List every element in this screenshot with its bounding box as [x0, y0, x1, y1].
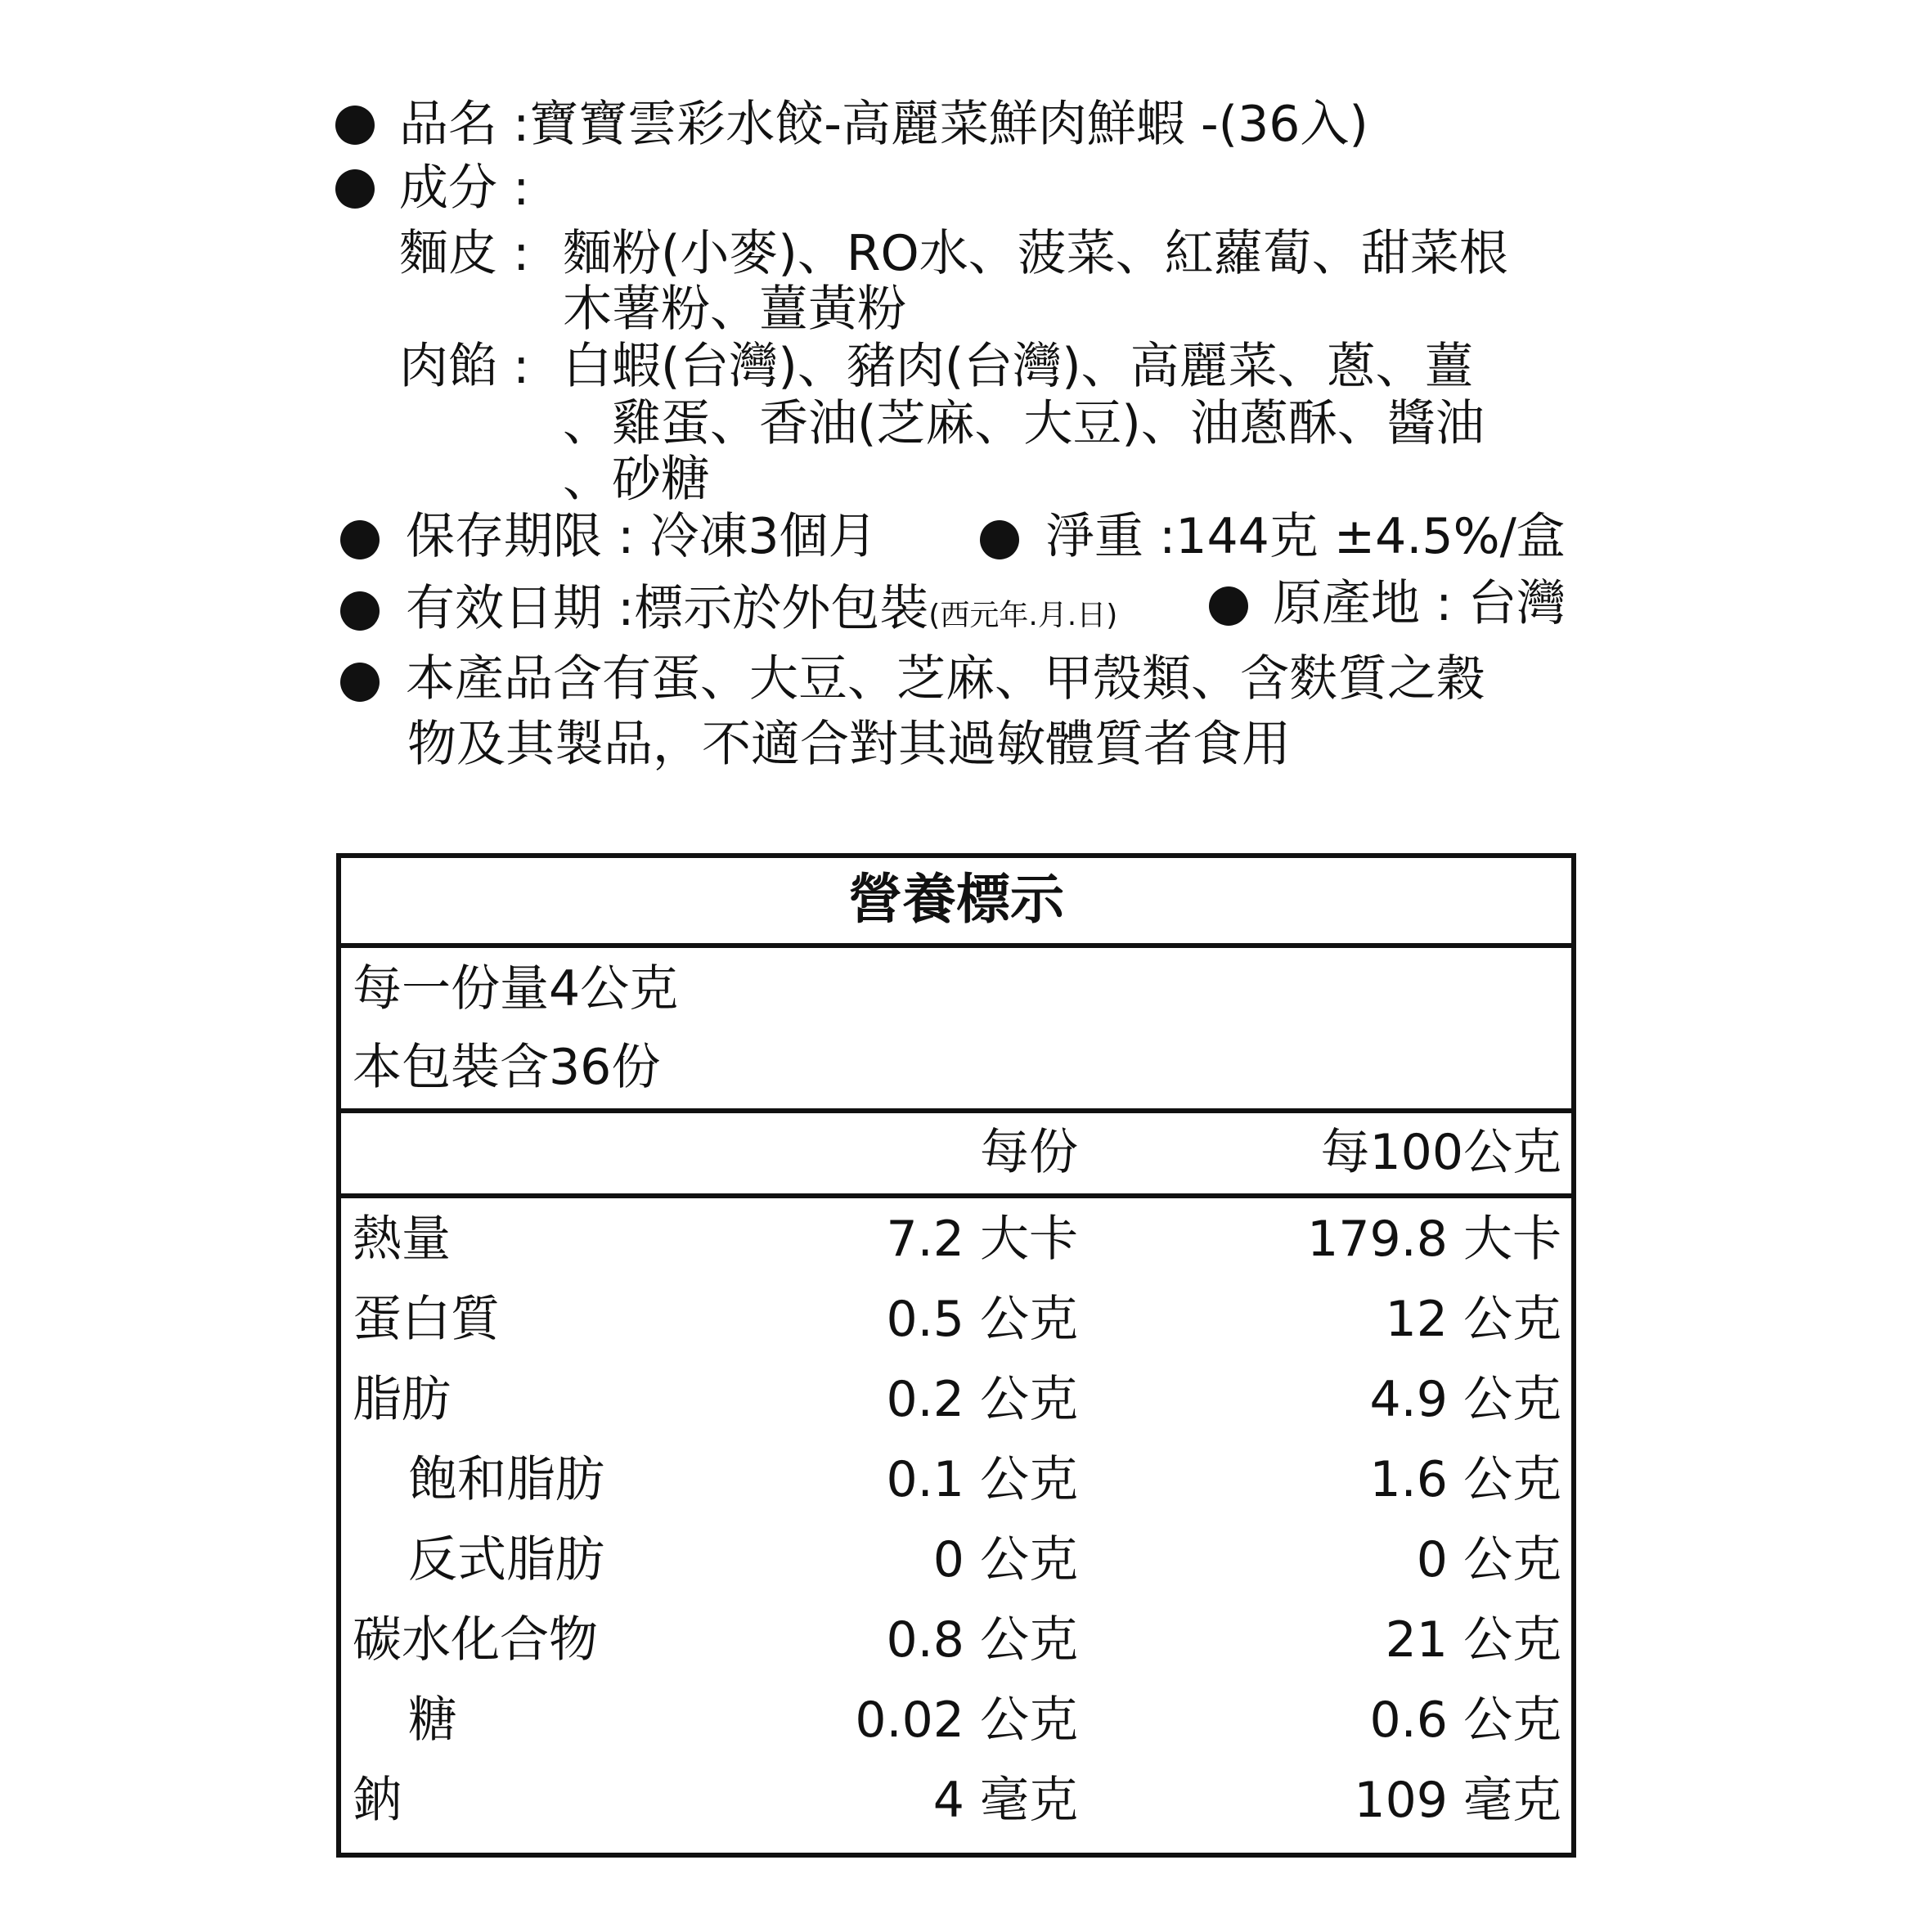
- origin: 原產地 : 台灣: [1273, 575, 1566, 632]
- ingredients-label: 成分 :: [399, 160, 530, 217]
- nutrient-name: 糖: [408, 1692, 457, 1749]
- value-per-serving: 7.2 大卡: [886, 1211, 1078, 1268]
- divider: [341, 943, 1571, 948]
- value-per-100g: 12 公克: [1385, 1291, 1561, 1348]
- expiry-date: [406, 580, 1118, 637]
- column-header-per-serving: 每份: [980, 1124, 1078, 1181]
- nutrient-row-carbohydrate: [341, 1599, 1571, 1679]
- expiry-format-note: (西元年.月.日): [928, 599, 1118, 632]
- value-per-serving: 0.5 公克: [886, 1291, 1078, 1348]
- wrapper-ingredients-line-1: 麵粉(小麥)、RO水、菠菜、紅蘿蔔、甜菜根: [563, 225, 1508, 282]
- value-per-serving: 0.02 公克: [855, 1692, 1078, 1749]
- value-per-100g: 4.9 公克: [1369, 1371, 1561, 1428]
- bullet-icon: [340, 591, 380, 631]
- value-per-serving: 4 毫克: [932, 1772, 1078, 1829]
- expiry-text: 有效日期 :標示於外包裝: [406, 580, 929, 637]
- nutrition-title: 營養標示: [848, 868, 1064, 931]
- nutrient-name: 鈉: [353, 1772, 402, 1829]
- nutrient-name: 脂肪: [353, 1371, 451, 1428]
- nutrient-row-trans-fat: [341, 1519, 1571, 1599]
- nutrient-row-sodium: [341, 1759, 1571, 1840]
- nutrient-row-protein: [341, 1278, 1571, 1359]
- nutrient-name: 蛋白質: [353, 1291, 500, 1348]
- value-per-100g: 0 公克: [1416, 1531, 1561, 1588]
- wrapper-ingredients-line-2: 木薯粉、薑黃粉: [563, 281, 906, 338]
- shelf-life: 保存期限 : 冷凍3個月: [406, 508, 878, 565]
- column-header-per-100g: 每100公克: [1320, 1124, 1561, 1181]
- value-per-serving: 0.2 公克: [886, 1371, 1078, 1428]
- allergen-warning-line-2: 物及其製品，不適合對其過敏體質者食用: [407, 716, 1291, 773]
- nutrition-facts-table: [336, 853, 1576, 1858]
- bullet-icon: [980, 520, 1019, 559]
- product-name: 品名 :寶寶雲彩水餃-高麗菜鮮肉鮮蝦 -(36入): [399, 96, 1368, 153]
- nutrient-row-calories: [341, 1198, 1571, 1278]
- allergen-warning-line-1: 本產品含有蛋、大豆、芝麻、甲殼類、含麩質之穀: [406, 650, 1485, 708]
- nutrient-name: 飽和脂肪: [408, 1451, 604, 1508]
- bullet-icon: [340, 663, 380, 702]
- nutrient-name: 熱量: [353, 1211, 451, 1268]
- filling-label: 肉餡 :: [399, 338, 530, 395]
- bullet-icon: [340, 520, 380, 559]
- value-per-100g: 109 毫克: [1354, 1772, 1561, 1829]
- bullet-icon: [1209, 586, 1248, 626]
- nutrient-row-saturated-fat: [341, 1439, 1571, 1519]
- filling-ingredients-line-3: 、砂糖: [563, 451, 710, 508]
- nutrient-name: 碳水化合物: [353, 1611, 598, 1669]
- nutrient-name: 反式脂肪: [408, 1531, 604, 1588]
- net-weight: 淨重 :144克 ±4.5%/盒: [1045, 508, 1566, 565]
- filling-ingredients-line-1: 白蝦(台灣)、豬肉(台灣)、高麗菜、蔥、薑: [563, 338, 1474, 395]
- value-per-100g: 0.6 公克: [1369, 1692, 1561, 1749]
- value-per-100g: 21 公克: [1385, 1611, 1561, 1669]
- value-per-serving: 0 公克: [932, 1531, 1078, 1588]
- divider: [341, 1108, 1571, 1113]
- value-per-100g: 179.8 大卡: [1307, 1211, 1561, 1268]
- serving-size: 每一份量4公克: [353, 960, 679, 1018]
- value-per-serving: 0.8 公克: [886, 1611, 1078, 1669]
- nutrient-row-sugar: [341, 1679, 1571, 1759]
- value-per-100g: 1.6 公克: [1369, 1451, 1561, 1508]
- value-per-serving: 0.1 公克: [886, 1451, 1078, 1508]
- wrapper-label: 麵皮 :: [399, 225, 530, 282]
- bullet-icon: [335, 106, 375, 145]
- bullet-icon: [335, 169, 375, 209]
- filling-ingredients-line-2: 、雞蛋、香油(芝麻、大豆)、油蔥酥、醬油: [563, 395, 1485, 452]
- nutrient-row-fat: [341, 1359, 1571, 1439]
- servings-per-package: 本包裝含36份: [353, 1039, 661, 1096]
